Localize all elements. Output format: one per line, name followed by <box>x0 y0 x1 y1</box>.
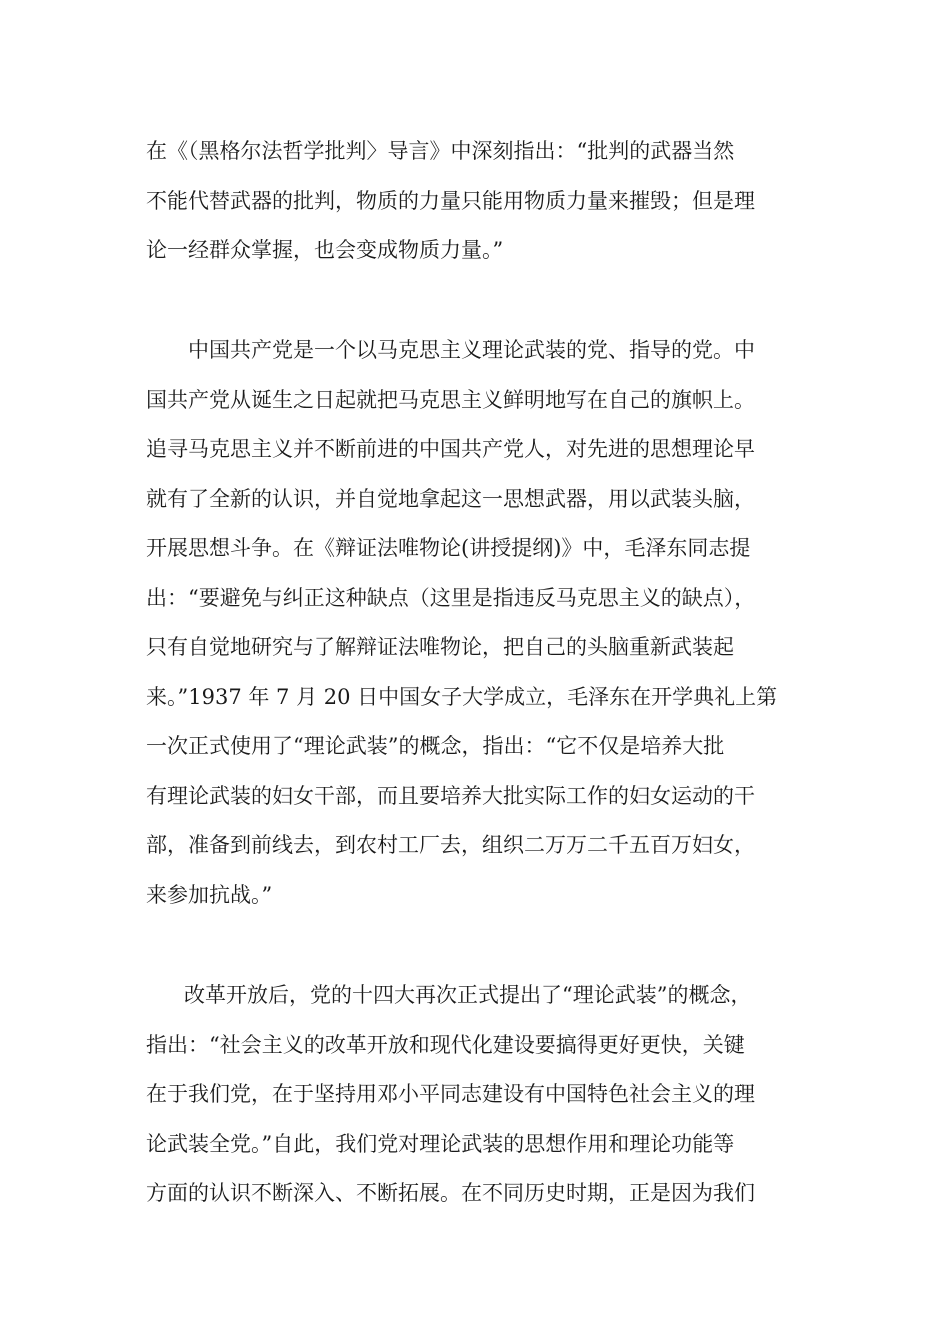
text-line: 论一经群众掌握，也会变成物质力量。” <box>146 238 504 262</box>
text-line: 出：“要避免与纠正这种缺点（这里是指违反马克思主义的缺点）， <box>146 585 756 610</box>
text-line: 在《（黑格尔法哲学批判〉导言》中深刻指出：“批判的武器当然 <box>146 139 735 163</box>
text-line: 只有自觉地研究与了解辩证法唯物论，把自己的头脑重新武装起 <box>146 635 734 659</box>
text-line: 有理论武装的妇女干部，而且要培养大批实际工作的妇女运动的干 <box>146 783 755 808</box>
text-line: 不能代替武器的批判，物质的力量只能用物质力量来摧毁；但是理 <box>146 188 755 213</box>
text-line: 来。”1937 年 7 月 20 日中国女子大学成立，毛泽东在开学典礼上第 <box>146 684 778 709</box>
text-line: 中国共产党是一个以马克思主义理论武装的党、指导的党。中 <box>188 338 755 362</box>
text-line: 论武装全党。”自此，我们党对理论武装的思想作用和理论功能等 <box>146 1131 735 1156</box>
paragraph-3 <box>146 971 816 1219</box>
text-line: 来参加抗战。” <box>146 882 273 907</box>
text-line: 部，准备到前线去，到农村工厂去，组织二万万二千五百万妇女， <box>146 833 755 857</box>
text-line: 就有了全新的认识，并自觉地拿起这一思想武器，用以武装头脑， <box>146 486 755 511</box>
text-line: 一次正式使用了“理论武装”的概念，指出：“它不仅是培养大批 <box>146 734 725 758</box>
paragraph-1 <box>146 127 816 276</box>
text-line: 国共产党从诞生之日起就把马克思主义鲜明地写在自己的旗帜上。 <box>146 387 755 412</box>
text-line: 开展思想斗争。在《辩证法唯物论(讲授提纲)》中，毛泽东同志提 <box>146 536 751 560</box>
text-line: 指出：“社会主义的改革开放和现代化建设要搞得更好更快，关键 <box>146 1032 745 1057</box>
text-line: 追寻马克思主义并不断前进的中国共产党人，对先进的思想理论早 <box>146 437 755 461</box>
text-line: 改革开放后，党的十四大再次正式提出了“理论武装”的概念， <box>184 983 752 1007</box>
text-line: 在于我们党，在于坚持用邓小平同志建设有中国特色社会主义的理 <box>146 1082 755 1106</box>
paragraph-2 <box>146 326 816 920</box>
text-line: 方面的认识不断深入、不断拓展。在不同历史时期，正是因为我们 <box>146 1181 755 1205</box>
